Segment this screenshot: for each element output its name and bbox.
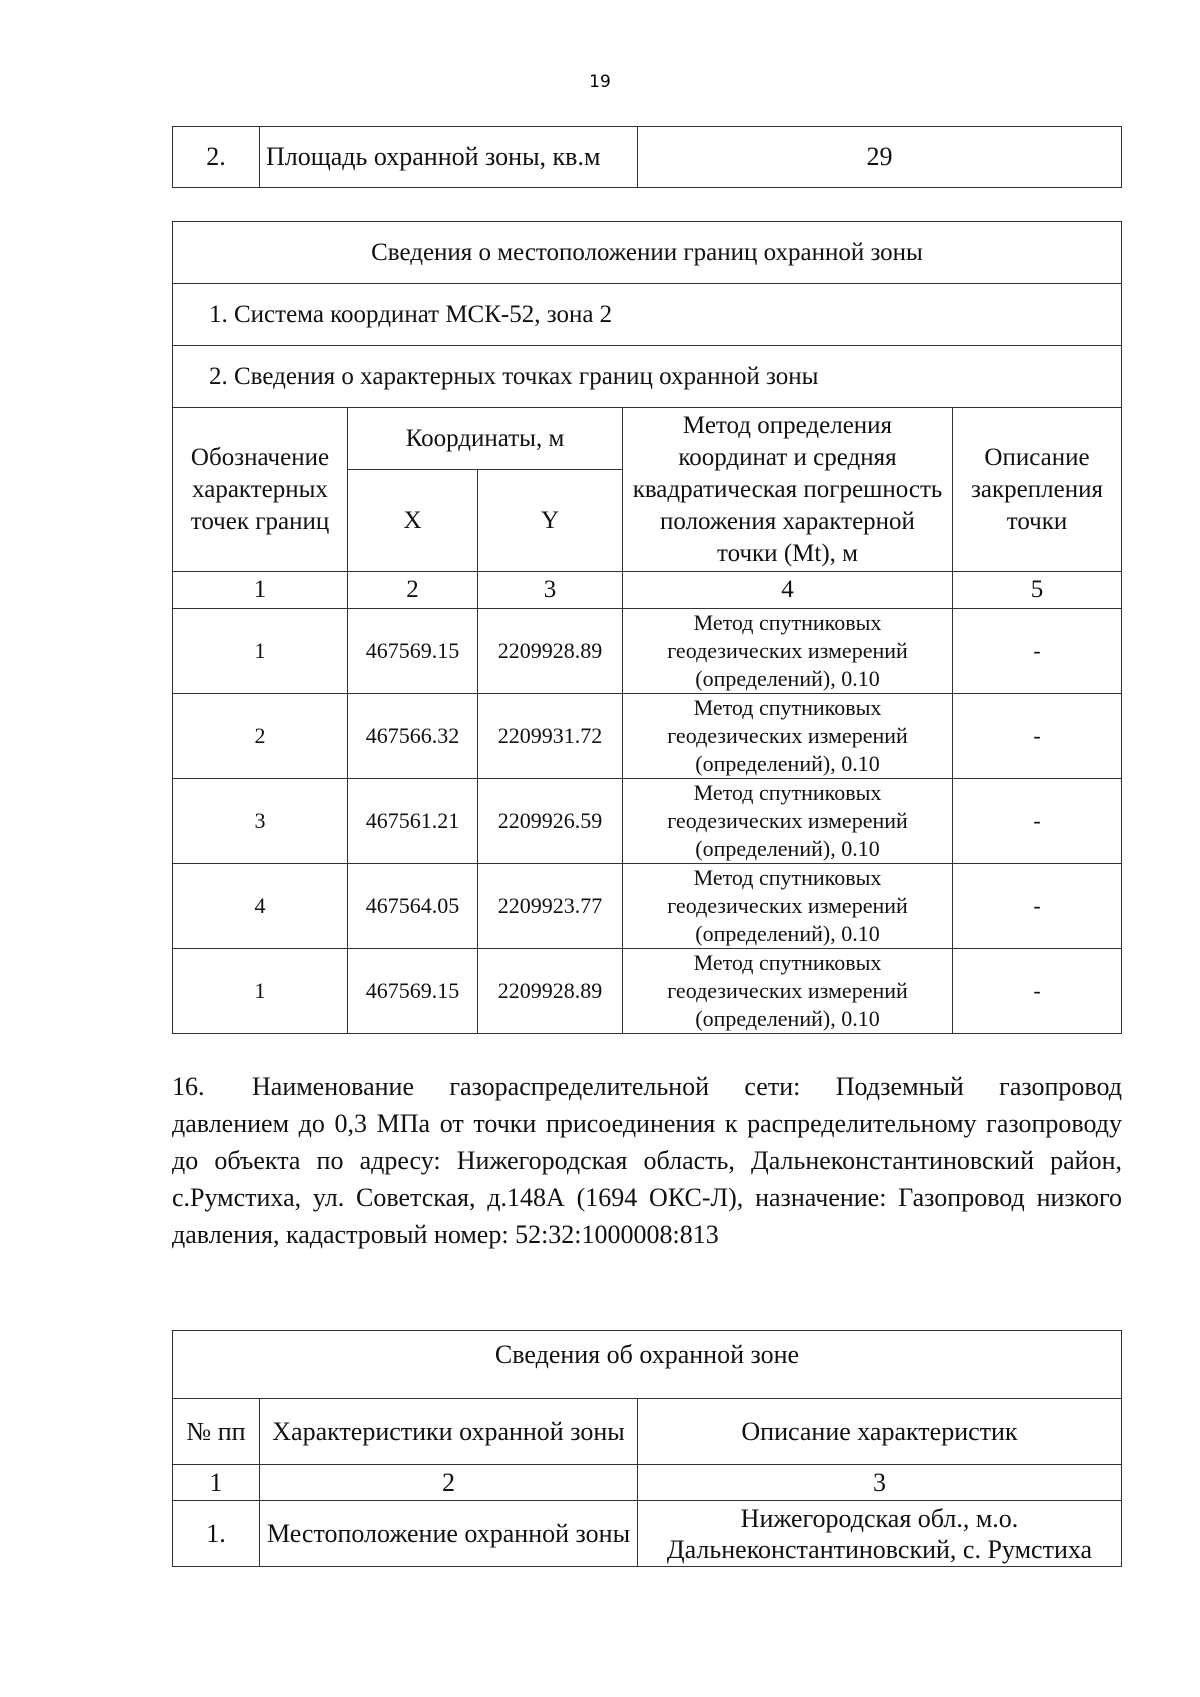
page-number: 19 [589,72,611,92]
column-number: 4 [623,572,953,609]
point-y: 2209931.72 [478,694,623,779]
header-method: Метод определения координат и средняя квадратическая погрешность положения характерной точки (Mt), м [623,408,953,572]
point-method: Метод спутниковых геодезических измерений (определений), 0.10 [623,949,953,1034]
column-number: 3 [638,1465,1122,1501]
point-id: 1 [173,949,348,1034]
point-id: 1 [173,609,348,694]
column-number: 1 [173,1465,260,1501]
header-number: № пп [173,1399,260,1465]
points-section-title: 2. Сведения о характерных точках границ охранной зоны [173,346,1122,408]
point-y: 2209928.89 [478,609,623,694]
point-description: - [953,609,1122,694]
table-row [173,949,1122,1034]
column-number: 2 [260,1465,638,1501]
point-x: 467566.32 [348,694,478,779]
coordinates-table [172,221,1122,1034]
header-x: X [348,470,478,572]
header-characteristics: Характеристики охранной зоны [260,1399,638,1465]
area-row-number: 2. [173,127,260,188]
point-y: 2209926.59 [478,779,623,864]
coordinate-system: 1. Система координат МСК-52, зона 2 [173,284,1122,346]
header-designation: Обозначение характерных точек границ [173,408,348,572]
paragraph-number: 16. [172,1072,205,1101]
zone-row-value: Нижегородская обл., м.о. Дальнеконстантиновский, с. Румстиха [638,1501,1122,1567]
coordinates-table-title: Сведения о местоположении границ охранной зоны [173,222,1122,284]
header-description: Описание закрепления точки [953,408,1122,572]
zone-table-title: Сведения об охранной зоне [173,1331,1122,1399]
column-number: 5 [953,572,1122,609]
header-y: Y [478,470,623,572]
point-x: 467561.21 [348,779,478,864]
point-id: 2 [173,694,348,779]
area-label: Площадь охранной зоны, кв.м [260,127,638,188]
point-x: 467564.05 [348,864,478,949]
area-value: 29 [638,127,1122,188]
point-method: Метод спутниковых геодезических измерений (определений), 0.10 [623,779,953,864]
point-x: 467569.15 [348,609,478,694]
point-y: 2209923.77 [478,864,623,949]
point-id: 4 [173,864,348,949]
point-description: - [953,694,1122,779]
paragraph-text: Наименование газораспределительной сети: Подземный газопровод давлением до 0,3 МПа от точки присоединения к распределительному газопроводу до объекта по адресу: Нижегородская область, Дальнеконстантиновский район, с.Румстиха, ул. Советская, д.148А (1694 ОКС-Л), назначение: Газопровод низкого давления, кадастровый номер: 52:32:1000008:813 [172,1072,1122,1249]
column-number: 3 [478,572,623,609]
point-description: - [953,864,1122,949]
table-row [173,864,1122,949]
protection-zone-table [172,1330,1122,1567]
column-number: 1 [173,572,348,609]
point-method: Метод спутниковых геодезических измерений (определений), 0.10 [623,864,953,949]
point-description: - [953,949,1122,1034]
point-description: - [953,779,1122,864]
point-id: 3 [173,779,348,864]
column-number: 2 [348,572,478,609]
table-row [173,127,1122,188]
table-row [173,779,1122,864]
table-row [173,694,1122,779]
area-table [172,126,1122,188]
point-method: Метод спутниковых геодезических измерений (определений), 0.10 [623,609,953,694]
zone-row-number: 1. [173,1501,260,1567]
network-paragraph [172,1068,1122,1253]
point-method: Метод спутниковых геодезических измерений (определений), 0.10 [623,694,953,779]
table-row [173,609,1122,694]
header-description: Описание характеристик [638,1399,1122,1465]
point-x: 467569.15 [348,949,478,1034]
header-coordinates: Координаты, м [348,408,623,470]
zone-row-label: Местоположение охранной зоны [260,1501,638,1567]
point-y: 2209928.89 [478,949,623,1034]
table-row [173,1501,1122,1567]
